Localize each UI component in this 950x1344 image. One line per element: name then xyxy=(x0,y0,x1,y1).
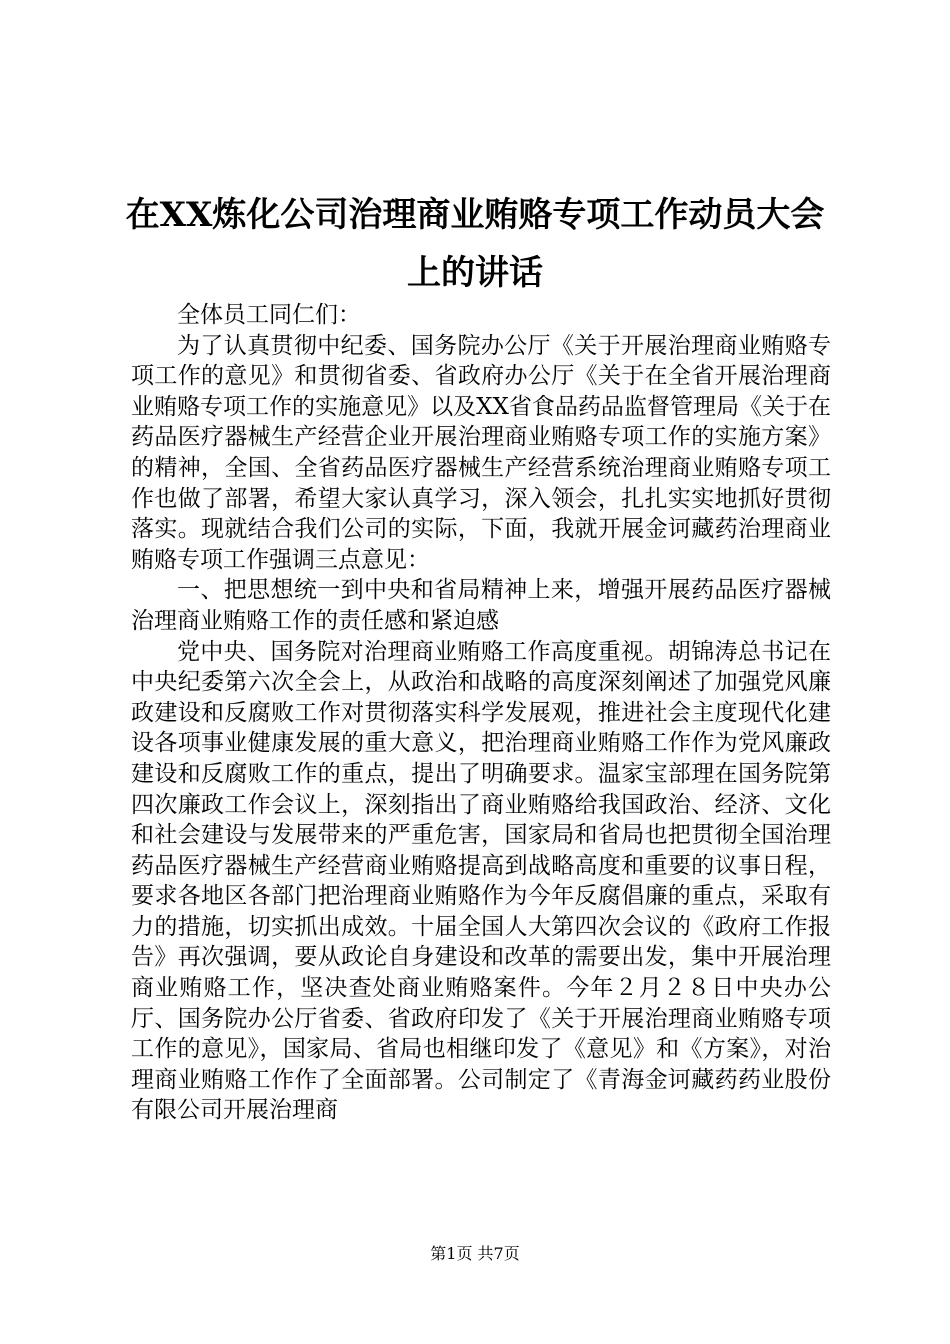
body-paragraph: 党中央、国务院对治理商业贿赂工作高度重视。胡锦涛总书记在中央纪委第六次全会上，从政治和战略的高度深刻阐述了加强党风廉政建设和反腐败工作对贯彻落实科学发展观，推进社会主度现代化建设各项事业健康发展的重大意义，把治理商业贿赂工作作为党风廉政建设和反腐败工作的重点，提出了明确要求。温家宝部理在国务院第四次廉政工作会议上，深刻指出了商业贿赂给我国政治、经济、文化和社会建设与发展带来的严重危害，国家局和省局也把贯彻全国治理药品医疗器械生产经营商业贿赂提高到战略高度和重要的议事日程，要求各地区各部门把治理商业贿赂作为今年反腐倡廉的重点，采取有力的措施，切实抓出成效。十届全国人大第四次会议的《政府工作报告》再次强调，要从政论自身建设和改革的需要出发，集中开展治理商业贿赂工作，坚决查处商业贿赂案件。今年２月２８日中央办公厅、国务院办公厅省委、省政府印发了《关于开展治理商业贿赂专项工作的意见》，国家局、省局也相继印发了《意见》和《方案》，对治理商业贿赂工作作了全面部署。公司制定了《青海金诃藏药药业股份有限公司开展治理商 xyxy=(131,638,831,1124)
section-heading-1: 一、把思想统一到中央和省局精神上来，增强开展药品医疗器械治理商业贿赂工作的责任感和紧迫感 xyxy=(131,577,831,634)
document-title: 在XX炼化公司治理商业贿赂专项工作动员大会上的讲话 xyxy=(125,195,825,293)
intro-paragraph: 为了认真贯彻中纪委、国务院办公厅《关于开展治理商业贿赂专项工作的意见》和贯彻省委、省政府办公厅《关于在全省开展治理商业贿赂专项工作的实施意见》以及XX省食品药品监督管理局《关于在药品医疗器械生产经营企业开展治理商业贿赂专项工作的实施方案》的精神，全国、全省药品医疗器械生产经营系统治理商业贿赂专项工作也做了部署，希望大家认真学习，深入领会，扎扎实实地抓好贯彻落实。现就结合我们公司的实际，下面，我就开展金诃藏药治理商业贿赂专项工作强调三点意见： xyxy=(131,332,831,573)
document-body xyxy=(131,300,831,1126)
page-footer: 第1页 共7页 xyxy=(430,1244,520,1263)
salutation-paragraph: 全体员工同仁们： xyxy=(177,302,361,328)
